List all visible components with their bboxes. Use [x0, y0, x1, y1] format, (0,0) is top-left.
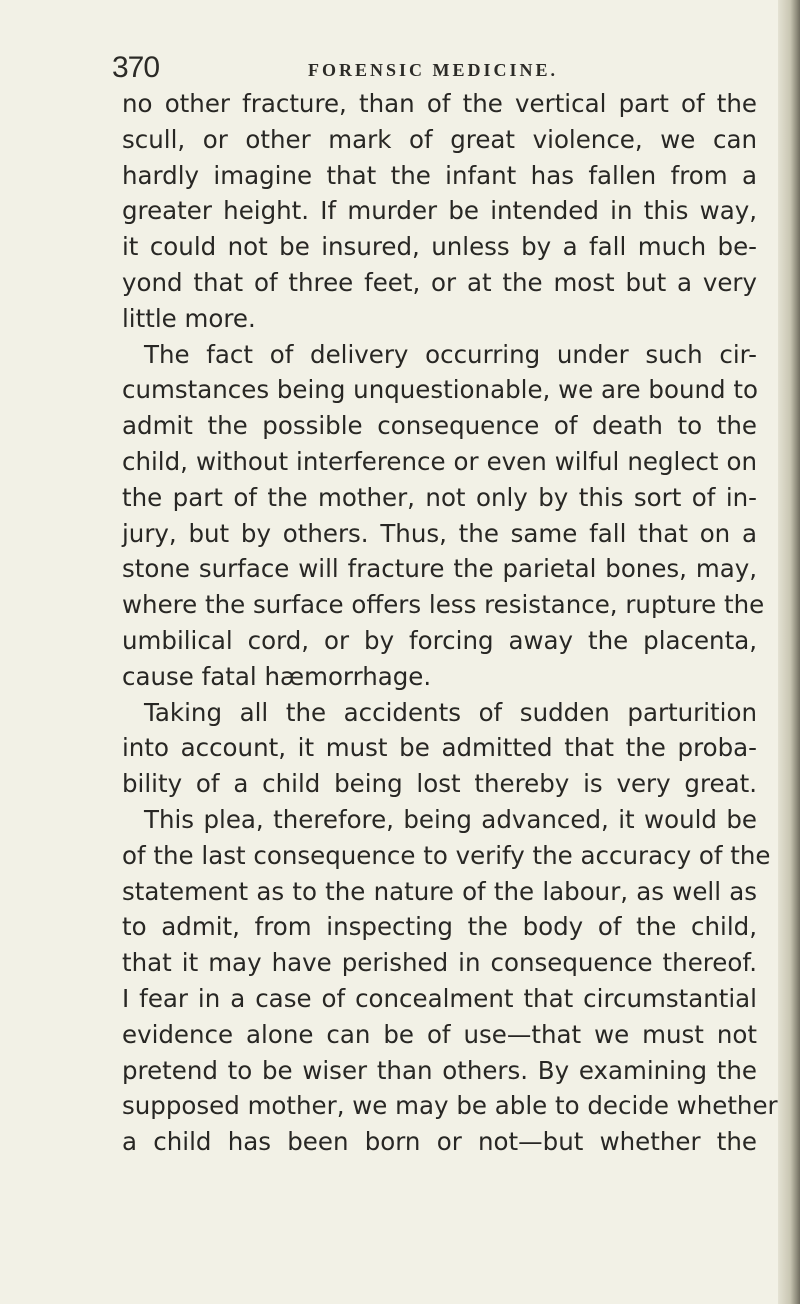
text-line: where the surface offers less resistance, rupture the: [122, 590, 765, 620]
paragraph-first-line: Taking all the accidents of sudden parturition: [144, 697, 757, 727]
text-line: to admit, from inspecting the body of the child,: [122, 912, 757, 942]
text-line: supposed mother, we may be able to decide whether: [122, 1091, 778, 1121]
text-line: it could not be insured, unless by a fall much be-: [122, 232, 757, 262]
text-line: greater height. If murder be intended in this way,: [122, 196, 757, 226]
text-line: I fear in a case of concealment that circumstantial: [122, 983, 757, 1013]
text-line: that it may have perished in consequence thereof.: [122, 948, 757, 978]
text-line: pretend to be wiser than others. By examining the: [122, 1055, 757, 1085]
page-edge-shadow: [778, 0, 800, 1304]
body-text: [122, 86, 778, 1160]
text-line: cumstances being unquestionable, we are bound to: [122, 375, 758, 405]
text-line: of the last consequence to verify the accuracy of the: [122, 840, 771, 870]
text-line: into account, it must be admitted that the proba-: [122, 733, 757, 763]
page-header: [112, 48, 752, 88]
text-line: jury, but by others. Thus, the same fall that on a: [122, 518, 757, 548]
text-line: scull, or other mark of great violence, we can: [122, 124, 757, 154]
text-line: child, without interference or even wilful neglect on: [122, 446, 757, 476]
text-line: the part of the mother, not only by this sort of in-: [122, 482, 757, 512]
text-line: hardly imagine that the infant has fallen from a: [122, 160, 757, 190]
text-line: statement as to the nature of the labour, as well as: [122, 876, 757, 906]
text-line: little more.: [122, 303, 256, 333]
paragraph-first-line: The fact of delivery occurring under such cir-: [144, 339, 757, 369]
text-line: evidence alone can be of use—that we must not: [122, 1019, 757, 1049]
text-line: bility of a child being lost thereby is very great.: [122, 769, 757, 799]
page-number: 370: [112, 51, 160, 84]
text-line: cause fatal hæmorrhage.: [122, 661, 432, 691]
text-line: admit the possible consequence of death to the: [122, 411, 757, 441]
running-title: FORENSIC MEDICINE.: [308, 60, 559, 80]
text-line: a child has been born or not—but whether the: [122, 1127, 757, 1157]
text-line: yond that of three feet, or at the most but a very: [122, 267, 757, 297]
text-line: no other fracture, than of the vertical part of the: [122, 89, 757, 118]
text-line: This plea, therefore, being advanced, it would be: [144, 804, 757, 834]
text-line: stone surface will fracture the parietal bones, may,: [122, 554, 757, 584]
text-line: umbilical cord, or by forcing away the placenta,: [122, 625, 757, 655]
